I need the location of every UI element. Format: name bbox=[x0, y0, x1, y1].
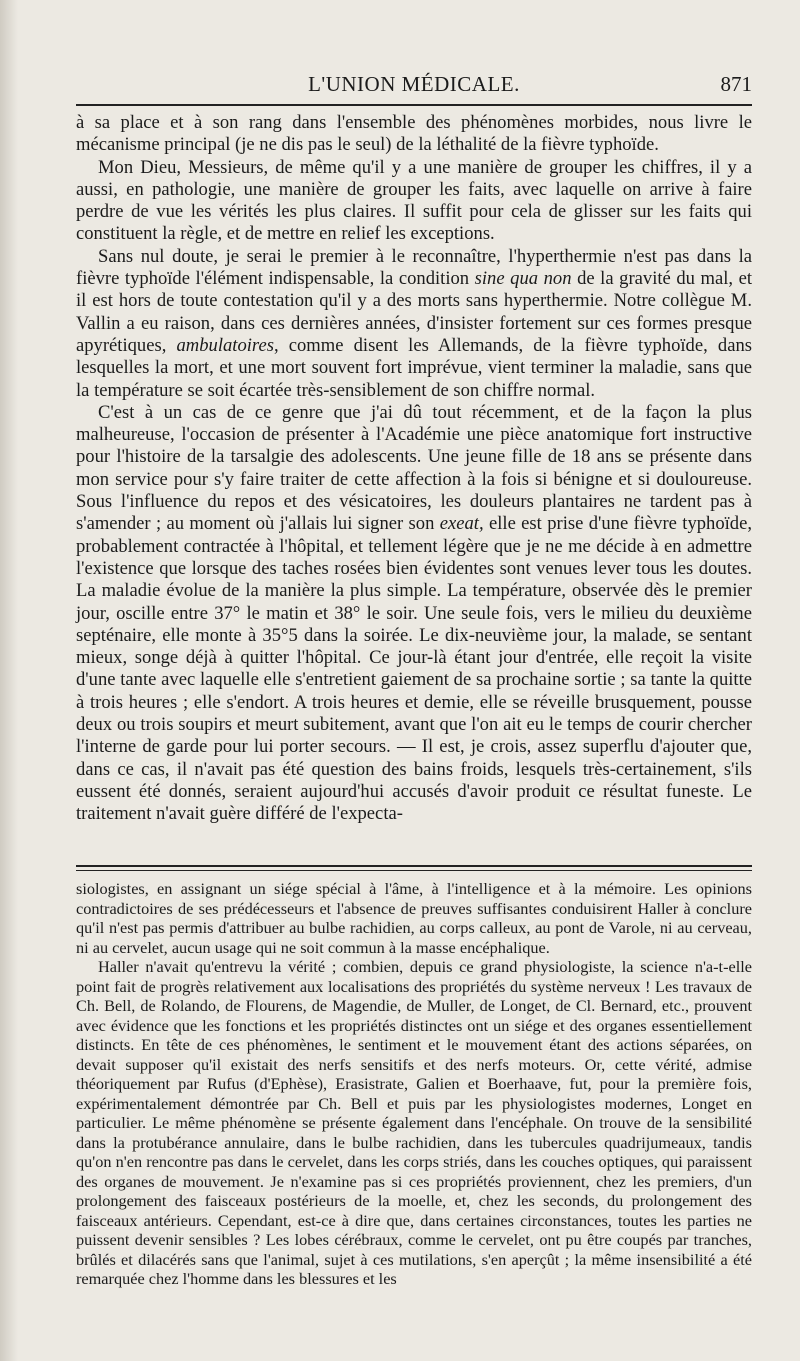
latin-phrase: sine qua non bbox=[474, 268, 572, 290]
paragraph-text: C'est à un cas de ce genre que j'ai dû tout récemment, et de la façon la plus malheureuse, l'occasion de présenter à l'Académie une pièce anatomique fort instructive pour l'histoire de la tarsalgie des adolescents. Une jeune fille de 18 ans se présente dans mon service pour s'y faire traiter de cette affection à la fois si bénigne et si douloureuse. Sous l'influence du repos et des vésicatoires, les douleurs plantaires ne tardent pas à s'amender ; au moment où j'allais lui signer son bbox=[76, 401, 752, 535]
page-number: 871 bbox=[720, 72, 752, 96]
footnote-paragraph-2: Haller n'avait qu'entrevu la vérité ; combien, depuis ce grand physiologiste, la science n'a-t-elle point fait de progrès relativement aux localisations des propriétés du système nerveux ! Les travaux de Ch. Bell, de Rolando, de Flourens, de Magendie, de Muller, de Longet, de Cl. Bernard, etc., prouvent avec évidence que les fonctions et les propriétés distinctes ont un siége et des organes essentiellement distincts. En tête de ces phénomènes, le sentiment et le mouvement étant des actions séparées, on devait supposer qu'il existait des nerfs sensitifs et des nerfs moteurs. Or, cette vérité, admise théoriquement par Rufus (d'Ephèse), Erasistrate, Galien et Boerhaave, fut, pour la première fois, expérimentalement démontrée par Ch. Bell et puis par les physiologistes modernes, Longet en particulier. Le même phénomène se présente également dans l'encéphale. On trouve de la sensibilité dans la protubérance annulaire, dans le bulbe rachidien, dans les tubercules quadrijumeaux, tandis qu'on n'en rencontre pas dans le cervelet, dans les corps striés, dans les couches optiques, qui paraissent des organes de mouvement. Je n'examine pas si ces propriétés proviennent, chez les premiers, d'un prolongement des faisceaux postérieurs de la moelle, et, chez les seconds, du prolongement des faisceaux antérieurs. Cependant, est-ce à dire que, dans certaines circonstances, toutes les parties ne puissent devenir sensibles ? Les lobes cérébraux, comme le cervelet, ont pu être coupés par tranches, brûlés et dilacérés sans que l'animal, sujet à ces mutilations, s'en aperçût ; la même insensibilité a été remarquée chez l'homme dans les blessures et les bbox=[76, 957, 752, 1288]
page-gutter-shadow bbox=[0, 0, 18, 1361]
paragraph-4 bbox=[76, 402, 752, 826]
paragraph-text: Sans nul doute, je serai le premier à le reconnaître, l'hyperthermie n'est pas dans la fièvre typhoïde l'élément indispensable, la condition bbox=[76, 245, 752, 290]
italic-term: ambulatoires bbox=[176, 334, 274, 356]
paragraph-text: elle est prise d'une fièvre typhoïde, probablement contractée à l'hôpital, et tellement légère que je ne me décide à en admettre l'existence que lorsque des taches rosées bien évidentes sont venues lever tous les doutes. La maladie évolue de la manière la plus simple. La température, observée dès le premier jour, oscille entre 37° le matin et 38° le soir. Une seule fois, vers le milieu du deuxième septénaire, elle monte à 35°5 dans la soirée. Le dix-neuvième jour, la malade, se sentant mieux, songe déjà à quitter l'hôpital. Ce jour-là étant jour d'entrée, elle reçoit la visite d'une tante avec laquelle elle s'entretient gaiement de sa prochaine sortie ; sa tante la quitte à trois heures ; elle s'endort. A trois heures et demie, elle se réveille brusquement, pousse deux ou trois soupirs et meurt subitement, avant que l'on ait eu le temps de courir chercher l'interne de garde pour lui porter secours. — Il est, je crois, assez superflu d'ajouter que, dans ce cas, il n'avait pas été question des bains froids, lesquels très-certainement, s'ils eussent été donnés, seraient aujourd'hui accusés d'avoir produit ce résultat funeste. Le traitement n'avait guère différé de l'expecta- bbox=[76, 513, 752, 825]
paragraph-2 bbox=[76, 157, 752, 246]
paragraph-text: à sa place et à son rang dans l'ensemble des phénomènes morbides, nous livre le mécanisme principal (je ne dis pas le seul) de la léthalité de la fièvre typhoïde. bbox=[76, 112, 752, 156]
paragraph-text: Mon Dieu, Messieurs, de même qu'il y a une manière de grouper les chiffres, il y a aussi, en pathologie, une manière de grouper les faits, avec laquelle on arrive à faire perdre de vue les vérités les plus claires. Il suffit pour cela de glisser sur les faits qui constituent la règle, et de mettre en relief les exceptions. bbox=[76, 156, 752, 245]
footnote-paragraph-1: siologistes, en assignant un siége spécial à l'âme, à l'intelligence et à la mémoire. Les opinions contradictoires de ses prédécesseurs et l'absence de preuves suffisantes conduisirent Haller à conclure qu'il n'est pas permis d'attribuer au bulbe rachidien, au corps calleux, au pont de Varole, ni au cerveau, ni au cervelet, aucun usage qui ne soit commun à la masse encéphalique. bbox=[76, 879, 752, 957]
paragraph-text: , comme disent les Allemands, de la fièvre typhoïde, dans lesquelles la mort, et une mort souvent fort imprévue, vient terminer la maladie, sans que la température se soit écartée très-sensiblement de son chiffre normal. bbox=[76, 334, 752, 401]
footnote-rule-thick bbox=[76, 865, 752, 867]
main-text bbox=[76, 112, 752, 826]
footnote-rule-thin bbox=[76, 870, 752, 871]
paragraph-text: de la gravité du mal, et il est hors de toute contestation qu'il y a des morts sans hyperthermie. Notre collègue M. Vallin a eu raison, dans ces dernières années, d'insister fortement sur ces formes presque apyrétiques, bbox=[76, 268, 752, 356]
header-rule bbox=[76, 104, 752, 106]
paragraph-1 bbox=[76, 112, 752, 157]
italic-term: exeat, bbox=[439, 513, 484, 535]
running-title: L'UNION MÉDICALE. bbox=[308, 72, 520, 96]
page-header bbox=[76, 70, 752, 100]
footnote bbox=[76, 879, 752, 1289]
paragraph-3 bbox=[76, 246, 752, 402]
